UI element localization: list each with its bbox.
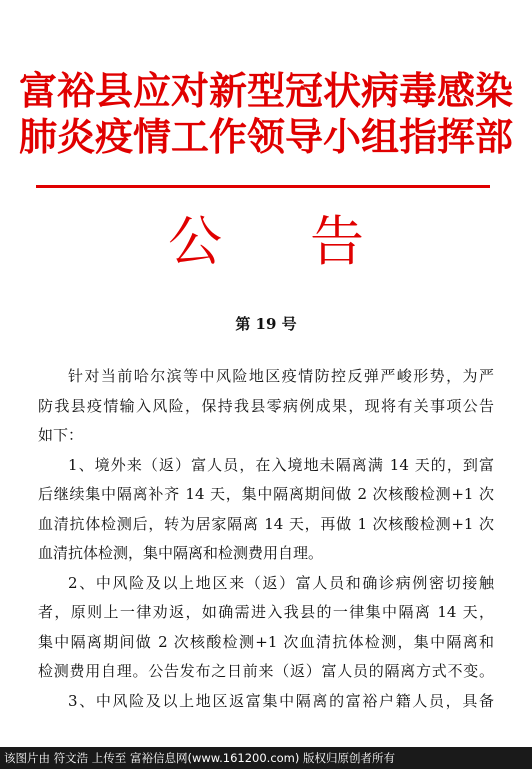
body-line: 检测费用自理。公告发布之日前来（返）富人员的隔离方式不变。 xyxy=(38,662,494,680)
red-divider-rule xyxy=(36,185,490,188)
notice-char-2: 告 xyxy=(310,210,364,273)
body-line: 血清抗体检测，集中隔离和检测费用自理。 xyxy=(38,544,324,562)
body-line: 2、中风险及以上地区来（返）富人员和确诊病例密切接触 xyxy=(68,573,494,592)
document-title-line-1: 富裕县应对新型冠状病毒感染 xyxy=(18,69,513,113)
notice-body xyxy=(38,362,494,716)
notice-heading xyxy=(0,210,532,274)
notice-char-1: 公 xyxy=(168,210,222,273)
body-line: 1、境外来（返）富人员，在入境地未隔离满 14 天的，到富 xyxy=(68,455,494,474)
body-line: 后继续集中隔离补齐 14 天，集中隔离期间做 2 次核酸检测+1 次 xyxy=(38,485,494,503)
body-line: 3、中风险及以上地区返富集中隔离的富裕户籍人员，具备 xyxy=(68,691,494,710)
notice-number: 第 19 号 xyxy=(235,315,297,333)
body-line: 防我县疫情输入风险，保持我县零病例成果，现将有关事项公告 xyxy=(38,396,494,415)
body-line: 集中隔离期间做 2 次核酸检测+1 次血清抗体检测，集中隔离和 xyxy=(38,632,494,651)
document-title-line-2: 肺炎疫情工作领导小组指挥部 xyxy=(18,115,513,159)
body-line: 血清抗体检测后，转为居家隔离 14 天，再做 1 次核酸检测+1 次 xyxy=(38,514,494,533)
watermark-footer: 该图片由 符文浩 上传至 富裕信息网(www.161200.com) 版权归原创者所有 xyxy=(0,747,532,769)
body-line: 针对当前哈尔滨等中风险地区疫情防控反弹严峻形势，为严 xyxy=(68,367,494,385)
body-line: 如下： xyxy=(38,426,84,444)
body-line: 者，原则上一律劝返，如确需进入我县的一律集中隔离 14 天， xyxy=(38,603,494,621)
